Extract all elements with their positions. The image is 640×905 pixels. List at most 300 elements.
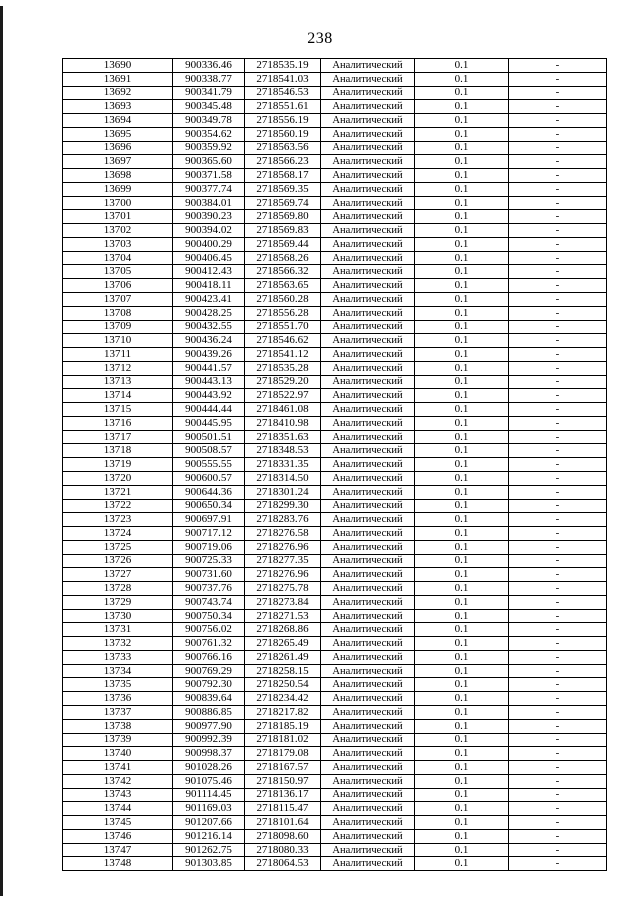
x-coordinate-cell: 901028.26 [173,761,245,775]
point-id-cell: 13707 [63,293,173,307]
extra-cell: - [509,279,607,293]
table-row [63,485,607,499]
x-coordinate-cell: 900697.91 [173,513,245,527]
point-id-cell: 13731 [63,623,173,637]
method-cell: Аналитический [321,306,415,320]
table-row [63,664,607,678]
method-cell: Аналитический [321,623,415,637]
method-cell: Аналитический [321,72,415,86]
accuracy-cell: 0.1 [415,692,509,706]
table-row [63,540,607,554]
extra-cell: - [509,361,607,375]
point-id-cell: 13714 [63,389,173,403]
extra-cell: - [509,609,607,623]
table-row [63,705,607,719]
x-coordinate-cell: 900992.39 [173,733,245,747]
table-row [63,169,607,183]
y-coordinate-cell: 2718276.58 [245,527,321,541]
extra-cell: - [509,802,607,816]
y-coordinate-cell: 2718250.54 [245,678,321,692]
accuracy-cell: 0.1 [415,678,509,692]
y-coordinate-cell: 2718560.28 [245,293,321,307]
point-id-cell: 13717 [63,430,173,444]
x-coordinate-cell: 900418.11 [173,279,245,293]
accuracy-cell: 0.1 [415,127,509,141]
y-coordinate-cell: 2718064.53 [245,857,321,871]
table-row [63,650,607,664]
method-cell: Аналитический [321,169,415,183]
method-cell: Аналитический [321,829,415,843]
accuracy-cell: 0.1 [415,72,509,86]
point-id-cell: 13723 [63,513,173,527]
table-row [63,692,607,706]
accuracy-cell: 0.1 [415,568,509,582]
method-cell: Аналитический [321,416,415,430]
y-coordinate-cell: 2718268.86 [245,623,321,637]
x-coordinate-cell: 900428.25 [173,306,245,320]
extra-cell: - [509,499,607,513]
y-coordinate-cell: 2718569.44 [245,237,321,251]
y-coordinate-cell: 2718179.08 [245,747,321,761]
method-cell: Аналитический [321,513,415,527]
y-coordinate-cell: 2718314.50 [245,471,321,485]
y-coordinate-cell: 2718546.53 [245,86,321,100]
x-coordinate-cell: 900436.24 [173,334,245,348]
y-coordinate-cell: 2718261.49 [245,650,321,664]
extra-cell: - [509,568,607,582]
accuracy-cell: 0.1 [415,375,509,389]
point-id-cell: 13702 [63,224,173,238]
method-cell: Аналитический [321,857,415,871]
y-coordinate-cell: 2718566.23 [245,155,321,169]
point-id-cell: 13719 [63,458,173,472]
accuracy-cell: 0.1 [415,471,509,485]
point-id-cell: 13701 [63,210,173,224]
accuracy-cell: 0.1 [415,843,509,857]
y-coordinate-cell: 2718569.80 [245,210,321,224]
x-coordinate-cell: 900336.46 [173,59,245,73]
x-coordinate-cell: 900761.32 [173,637,245,651]
point-id-cell: 13746 [63,829,173,843]
method-cell: Аналитический [321,499,415,513]
table-row [63,416,607,430]
extra-cell: - [509,664,607,678]
accuracy-cell: 0.1 [415,141,509,155]
accuracy-cell: 0.1 [415,59,509,73]
x-coordinate-cell: 900349.78 [173,114,245,128]
y-coordinate-cell: 2718167.57 [245,761,321,775]
extra-cell: - [509,224,607,238]
method-cell: Аналитический [321,733,415,747]
method-cell: Аналитический [321,678,415,692]
y-coordinate-cell: 2718265.49 [245,637,321,651]
accuracy-cell: 0.1 [415,210,509,224]
y-coordinate-cell: 2718273.84 [245,595,321,609]
accuracy-cell: 0.1 [415,403,509,417]
y-coordinate-cell: 2718546.62 [245,334,321,348]
y-coordinate-cell: 2718569.83 [245,224,321,238]
x-coordinate-cell: 900508.57 [173,444,245,458]
extra-cell: - [509,210,607,224]
coordinates-table [62,58,607,871]
x-coordinate-cell: 900432.55 [173,320,245,334]
method-cell: Аналитический [321,719,415,733]
table-row [63,348,607,362]
extra-cell: - [509,705,607,719]
method-cell: Аналитический [321,279,415,293]
x-coordinate-cell: 900444.44 [173,403,245,417]
accuracy-cell: 0.1 [415,196,509,210]
extra-cell: - [509,334,607,348]
method-cell: Аналитический [321,816,415,830]
table-row [63,72,607,86]
extra-cell: - [509,182,607,196]
point-id-cell: 13740 [63,747,173,761]
point-id-cell: 13721 [63,485,173,499]
table-row [63,678,607,692]
accuracy-cell: 0.1 [415,265,509,279]
accuracy-cell: 0.1 [415,348,509,362]
method-cell: Аналитический [321,251,415,265]
x-coordinate-cell: 901169.03 [173,802,245,816]
table-row [63,237,607,251]
table-row [63,306,607,320]
method-cell: Аналитический [321,843,415,857]
x-coordinate-cell: 900341.79 [173,86,245,100]
method-cell: Аналитический [321,774,415,788]
table-row [63,210,607,224]
y-coordinate-cell: 2718461.08 [245,403,321,417]
extra-cell: - [509,761,607,775]
x-coordinate-cell: 901114.45 [173,788,245,802]
x-coordinate-cell: 900359.92 [173,141,245,155]
method-cell: Аналитический [321,430,415,444]
accuracy-cell: 0.1 [415,182,509,196]
method-cell: Аналитический [321,692,415,706]
point-id-cell: 13710 [63,334,173,348]
extra-cell: - [509,829,607,843]
point-id-cell: 13727 [63,568,173,582]
extra-cell: - [509,733,607,747]
x-coordinate-cell: 900423.41 [173,293,245,307]
table-row [63,788,607,802]
x-coordinate-cell: 900750.34 [173,609,245,623]
x-coordinate-cell: 900365.60 [173,155,245,169]
accuracy-cell: 0.1 [415,224,509,238]
y-coordinate-cell: 2718535.28 [245,361,321,375]
x-coordinate-cell: 900792.30 [173,678,245,692]
accuracy-cell: 0.1 [415,513,509,527]
method-cell: Аналитический [321,210,415,224]
y-coordinate-cell: 2718551.70 [245,320,321,334]
table-row [63,499,607,513]
accuracy-cell: 0.1 [415,499,509,513]
x-coordinate-cell: 901303.85 [173,857,245,871]
accuracy-cell: 0.1 [415,788,509,802]
point-id-cell: 13735 [63,678,173,692]
x-coordinate-cell: 900441.57 [173,361,245,375]
table-row [63,430,607,444]
y-coordinate-cell: 2718283.76 [245,513,321,527]
accuracy-cell: 0.1 [415,857,509,871]
method-cell: Аналитический [321,705,415,719]
y-coordinate-cell: 2718541.12 [245,348,321,362]
extra-cell: - [509,637,607,651]
x-coordinate-cell: 900717.12 [173,527,245,541]
point-id-cell: 13694 [63,114,173,128]
x-coordinate-cell: 900719.06 [173,540,245,554]
point-id-cell: 13692 [63,86,173,100]
accuracy-cell: 0.1 [415,155,509,169]
extra-cell: - [509,320,607,334]
point-id-cell: 13695 [63,127,173,141]
method-cell: Аналитический [321,568,415,582]
point-id-cell: 13748 [63,857,173,871]
table-row [63,196,607,210]
point-id-cell: 13697 [63,155,173,169]
table-row [63,265,607,279]
method-cell: Аналитический [321,334,415,348]
y-coordinate-cell: 2718276.96 [245,540,321,554]
point-id-cell: 13718 [63,444,173,458]
point-id-cell: 13691 [63,72,173,86]
accuracy-cell: 0.1 [415,100,509,114]
y-coordinate-cell: 2718529.20 [245,375,321,389]
table-row [63,733,607,747]
extra-cell: - [509,100,607,114]
accuracy-cell: 0.1 [415,114,509,128]
extra-cell: - [509,348,607,362]
method-cell: Аналитический [321,788,415,802]
x-coordinate-cell: 900439.26 [173,348,245,362]
accuracy-cell: 0.1 [415,774,509,788]
x-coordinate-cell: 900756.02 [173,623,245,637]
y-coordinate-cell: 2718275.78 [245,582,321,596]
extra-cell: - [509,293,607,307]
accuracy-cell: 0.1 [415,293,509,307]
y-coordinate-cell: 2718234.42 [245,692,321,706]
y-coordinate-cell: 2718522.97 [245,389,321,403]
x-coordinate-cell: 900766.16 [173,650,245,664]
table-row [63,857,607,871]
x-coordinate-cell: 900977.90 [173,719,245,733]
x-coordinate-cell: 900412.43 [173,265,245,279]
y-coordinate-cell: 2718271.53 [245,609,321,623]
point-id-cell: 13696 [63,141,173,155]
y-coordinate-cell: 2718150.97 [245,774,321,788]
y-coordinate-cell: 2718217.82 [245,705,321,719]
y-coordinate-cell: 2718299.30 [245,499,321,513]
y-coordinate-cell: 2718331.35 [245,458,321,472]
extra-cell: - [509,774,607,788]
extra-cell: - [509,843,607,857]
point-id-cell: 13744 [63,802,173,816]
extra-cell: - [509,692,607,706]
method-cell: Аналитический [321,650,415,664]
y-coordinate-cell: 2718098.60 [245,829,321,843]
extra-cell: - [509,678,607,692]
accuracy-cell: 0.1 [415,637,509,651]
accuracy-cell: 0.1 [415,816,509,830]
x-coordinate-cell: 900743.74 [173,595,245,609]
accuracy-cell: 0.1 [415,761,509,775]
x-coordinate-cell: 900725.33 [173,554,245,568]
accuracy-cell: 0.1 [415,485,509,499]
y-coordinate-cell: 2718181.02 [245,733,321,747]
extra-cell: - [509,196,607,210]
y-coordinate-cell: 2718541.03 [245,72,321,86]
y-coordinate-cell: 2718568.17 [245,169,321,183]
point-id-cell: 13713 [63,375,173,389]
table-row [63,458,607,472]
accuracy-cell: 0.1 [415,169,509,183]
x-coordinate-cell: 900371.58 [173,169,245,183]
accuracy-cell: 0.1 [415,829,509,843]
method-cell: Аналитический [321,747,415,761]
y-coordinate-cell: 2718185.19 [245,719,321,733]
y-coordinate-cell: 2718276.96 [245,568,321,582]
point-id-cell: 13730 [63,609,173,623]
table-row [63,816,607,830]
accuracy-cell: 0.1 [415,361,509,375]
table-row [63,609,607,623]
x-coordinate-cell: 900377.74 [173,182,245,196]
point-id-cell: 13699 [63,182,173,196]
accuracy-cell: 0.1 [415,416,509,430]
x-coordinate-cell: 900443.13 [173,375,245,389]
x-coordinate-cell: 900501.51 [173,430,245,444]
point-id-cell: 13720 [63,471,173,485]
method-cell: Аналитический [321,224,415,238]
y-coordinate-cell: 2718348.53 [245,444,321,458]
extra-cell: - [509,527,607,541]
method-cell: Аналитический [321,100,415,114]
point-id-cell: 13705 [63,265,173,279]
point-id-cell: 13703 [63,237,173,251]
point-id-cell: 13726 [63,554,173,568]
accuracy-cell: 0.1 [415,595,509,609]
table-row [63,623,607,637]
extra-cell: - [509,554,607,568]
extra-cell: - [509,458,607,472]
method-cell: Аналитический [321,196,415,210]
table-body [63,59,607,871]
extra-cell: - [509,59,607,73]
table-row [63,155,607,169]
extra-cell: - [509,485,607,499]
method-cell: Аналитический [321,348,415,362]
method-cell: Аналитический [321,265,415,279]
x-coordinate-cell: 900600.57 [173,471,245,485]
point-id-cell: 13711 [63,348,173,362]
table-row [63,761,607,775]
method-cell: Аналитический [321,389,415,403]
x-coordinate-cell: 900650.34 [173,499,245,513]
extra-cell: - [509,623,607,637]
method-cell: Аналитический [321,554,415,568]
table-row [63,224,607,238]
method-cell: Аналитический [321,802,415,816]
table-row [63,582,607,596]
point-id-cell: 13712 [63,361,173,375]
table-row [63,361,607,375]
point-id-cell: 13747 [63,843,173,857]
y-coordinate-cell: 2718410.98 [245,416,321,430]
extra-cell: - [509,389,607,403]
method-cell: Аналитический [321,237,415,251]
point-id-cell: 13693 [63,100,173,114]
x-coordinate-cell: 900998.37 [173,747,245,761]
y-coordinate-cell: 2718563.56 [245,141,321,155]
y-coordinate-cell: 2718551.61 [245,100,321,114]
accuracy-cell: 0.1 [415,279,509,293]
table-row [63,389,607,403]
table-row [63,86,607,100]
extra-cell: - [509,114,607,128]
point-id-cell: 13739 [63,733,173,747]
extra-cell: - [509,155,607,169]
extra-cell: - [509,251,607,265]
x-coordinate-cell: 900886.85 [173,705,245,719]
point-id-cell: 13729 [63,595,173,609]
extra-cell: - [509,719,607,733]
y-coordinate-cell: 2718568.26 [245,251,321,265]
page-number: 238 [307,30,333,47]
method-cell: Аналитический [321,595,415,609]
extra-cell: - [509,375,607,389]
accuracy-cell: 0.1 [415,705,509,719]
x-coordinate-cell: 900390.23 [173,210,245,224]
table-row [63,719,607,733]
table-row [63,100,607,114]
extra-cell: - [509,127,607,141]
point-id-cell: 13704 [63,251,173,265]
point-id-cell: 13698 [63,169,173,183]
method-cell: Аналитический [321,293,415,307]
x-coordinate-cell: 900406.45 [173,251,245,265]
table-row [63,127,607,141]
x-coordinate-cell: 900731.60 [173,568,245,582]
y-coordinate-cell: 2718563.65 [245,279,321,293]
table-row [63,595,607,609]
table-row [63,554,607,568]
method-cell: Аналитический [321,485,415,499]
x-coordinate-cell: 900737.76 [173,582,245,596]
x-coordinate-cell: 900400.29 [173,237,245,251]
method-cell: Аналитический [321,155,415,169]
point-id-cell: 13743 [63,788,173,802]
point-id-cell: 13722 [63,499,173,513]
x-coordinate-cell: 900394.02 [173,224,245,238]
point-id-cell: 13734 [63,664,173,678]
table-row [63,568,607,582]
table-row [63,444,607,458]
x-coordinate-cell: 900338.77 [173,72,245,86]
accuracy-cell: 0.1 [415,251,509,265]
x-coordinate-cell: 900769.29 [173,664,245,678]
accuracy-cell: 0.1 [415,334,509,348]
method-cell: Аналитический [321,637,415,651]
extra-cell: - [509,582,607,596]
y-coordinate-cell: 2718258.15 [245,664,321,678]
point-id-cell: 13715 [63,403,173,417]
x-coordinate-cell: 900445.95 [173,416,245,430]
accuracy-cell: 0.1 [415,719,509,733]
accuracy-cell: 0.1 [415,320,509,334]
point-id-cell: 13708 [63,306,173,320]
x-coordinate-cell: 900555.55 [173,458,245,472]
method-cell: Аналитический [321,403,415,417]
